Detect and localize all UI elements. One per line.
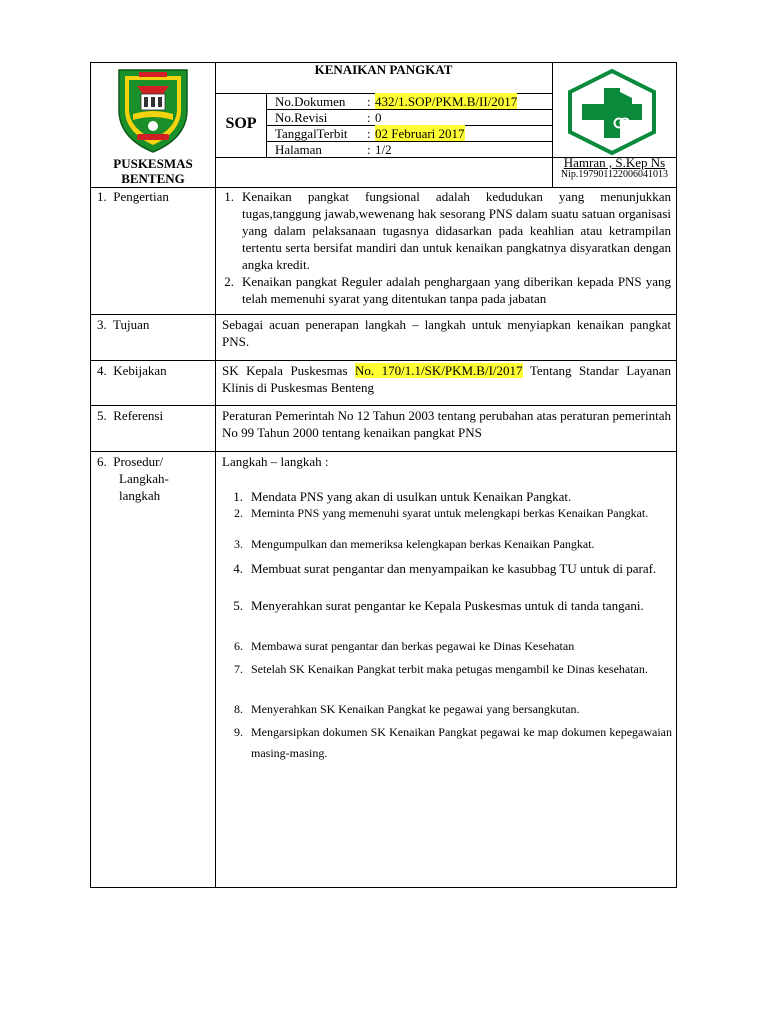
prosedur-intro: Langkah – langkah : xyxy=(222,454,329,469)
puskesmas-logo xyxy=(566,68,658,156)
meta-value: 1/2 xyxy=(375,142,392,157)
signer-name: Hamran , S.Kep Ns xyxy=(563,155,666,170)
step-text: Membuat surat pengantar dan menyampaikan ke kasubbag TU untuk di paraf. xyxy=(251,561,657,576)
meta-row-revisi xyxy=(275,109,550,125)
meta-value: 02 Februari 2017 xyxy=(375,126,465,141)
meta-row-dokumen xyxy=(275,93,550,109)
sop-label: SOP xyxy=(225,115,257,132)
tujuan-text: Sebagai acuan penerapan langkah – langkah untuk menyiapkan kenaikan pangkat PNS. xyxy=(222,317,671,349)
step-text: Setelah SK Kenaikan Pangkat terbit maka petugas mengambil ke Dinas kesehatan. xyxy=(251,662,648,676)
kebijakan-text-before: SK Kepala Puskesmas xyxy=(222,363,356,378)
step-text: Membawa surat pengantar dan berkas pegawai ke Dinas Kesehatan xyxy=(251,639,575,653)
puskesmas-cross-icon xyxy=(566,68,658,156)
meta-value: 0 xyxy=(375,110,382,125)
meta-value: 432/1.SOP/PKM.B/II/2017 xyxy=(375,94,518,109)
step-number: 4. xyxy=(233,561,243,576)
step-number: 1. xyxy=(233,489,243,504)
document-title: KENAIKAN PANGKAT xyxy=(314,62,453,77)
step-number: 9. xyxy=(234,725,243,739)
prosedur-label-line2: Langkah- xyxy=(119,471,169,486)
meta-row-tanggal xyxy=(275,125,550,141)
procedure-step xyxy=(225,488,672,505)
meta-row-halaman xyxy=(275,141,550,157)
meta-key: No.Revisi xyxy=(275,110,328,125)
step-number: 2. xyxy=(234,506,243,520)
step-text: Mengarsipkan dokumen SK Kenaikan Pangkat pegawai ke map dokumen kepegawaian masing-masing. xyxy=(251,725,672,760)
meta-key: Halaman xyxy=(275,142,322,157)
procedure-step xyxy=(225,722,672,764)
step-text: Meminta PNS yang memenuhi syarat untuk melengkapi berkas Kenaikan Pangkat. xyxy=(251,506,649,520)
kebijakan-text-after: Tentang Standar Layanan Klinis di Puskesmas Benteng xyxy=(222,363,671,395)
kebijakan-text xyxy=(222,362,671,396)
procedure-step xyxy=(225,702,672,717)
item-text: Kenaikan pangkat fungsional adalah kedudukan yang menunjukkan tugas,tanggung jawab,wewenang hak sesorang PNS dalam suatu satuan organisasi yang dalam pelaksanaan tugasnya didasarkan pada keahlian atau ketrampilan tertentu serta bersifat mandiri dan untuk kenaikan pangkatnya disyaratkan dengan angka kredit. xyxy=(242,189,671,272)
step-text: Menyerahkan surat pengantar ke Kepala Puskesmas untuk di tanda tangani. xyxy=(251,598,644,613)
step-number: 7. xyxy=(234,662,243,676)
step-number: 5. xyxy=(233,598,243,613)
section-label-kebijakan: 4. Kebijakan xyxy=(97,363,167,378)
meta-sep: : xyxy=(367,110,371,125)
procedure-step xyxy=(225,659,672,680)
step-number: 8. xyxy=(234,702,243,716)
prosedur-label-line3: langkah xyxy=(119,488,161,503)
step-text: Mengumpulkan dan memeriksa kelengkapan berkas Kenaikan Pangkat. xyxy=(251,537,595,551)
item-number: 1. xyxy=(224,189,234,204)
step-number: 6. xyxy=(234,639,243,653)
pengertian-item xyxy=(216,273,671,307)
procedure-step xyxy=(225,506,672,521)
procedure-step xyxy=(225,537,672,552)
section-label-pengertian: 1. Pengertian xyxy=(97,189,169,204)
pengertian-item xyxy=(216,188,671,273)
item-number: 2. xyxy=(224,274,234,289)
procedure-step xyxy=(225,595,672,617)
step-text: Mendata PNS yang akan di usulkan untuk Kenaikan Pangkat. xyxy=(251,489,572,504)
step-number: 3. xyxy=(234,537,243,551)
meta-key: TanggalTerbit xyxy=(275,126,348,141)
referensi-text: Peraturan Pemerintah No 12 Tahun 2003 tentang perubahan atas peraturan pemerintah No 99 Tahun 2000 tentang kenaikan pangkat PNS xyxy=(222,408,671,440)
section-label-referensi: 5. Referensi xyxy=(97,408,164,423)
step-text: Menyerahkan SK Kenaikan Pangkat ke pegawai yang bersangkutan. xyxy=(251,702,580,716)
meta-sep: : xyxy=(367,126,371,141)
crest-icon xyxy=(113,64,193,154)
org-name: PUSKESMAS BENTENG xyxy=(113,156,193,186)
section-label-prosedur xyxy=(97,453,212,504)
sk-number: No. 170/1.1/SK/PKM.B/I/2017 xyxy=(355,363,523,378)
section-label-tujuan: 3. Tujuan xyxy=(97,317,150,332)
meta-key: No.Dokumen xyxy=(275,94,346,109)
meta-sep: : xyxy=(367,94,371,109)
prosedur-label-line1: 6. Prosedur/ xyxy=(97,454,164,469)
item-text: Kenaikan pangkat Reguler adalah penghargaan yang diberikan kepada PNS yang telah memenuhi syarat yang ditentukan tanpa pada jabatan xyxy=(242,274,671,306)
procedure-step xyxy=(225,639,672,654)
procedure-step xyxy=(225,560,672,577)
regency-crest-logo xyxy=(113,64,193,154)
signer-nip: Nip.197901122006041013 xyxy=(560,169,669,180)
meta-sep: : xyxy=(367,142,371,157)
